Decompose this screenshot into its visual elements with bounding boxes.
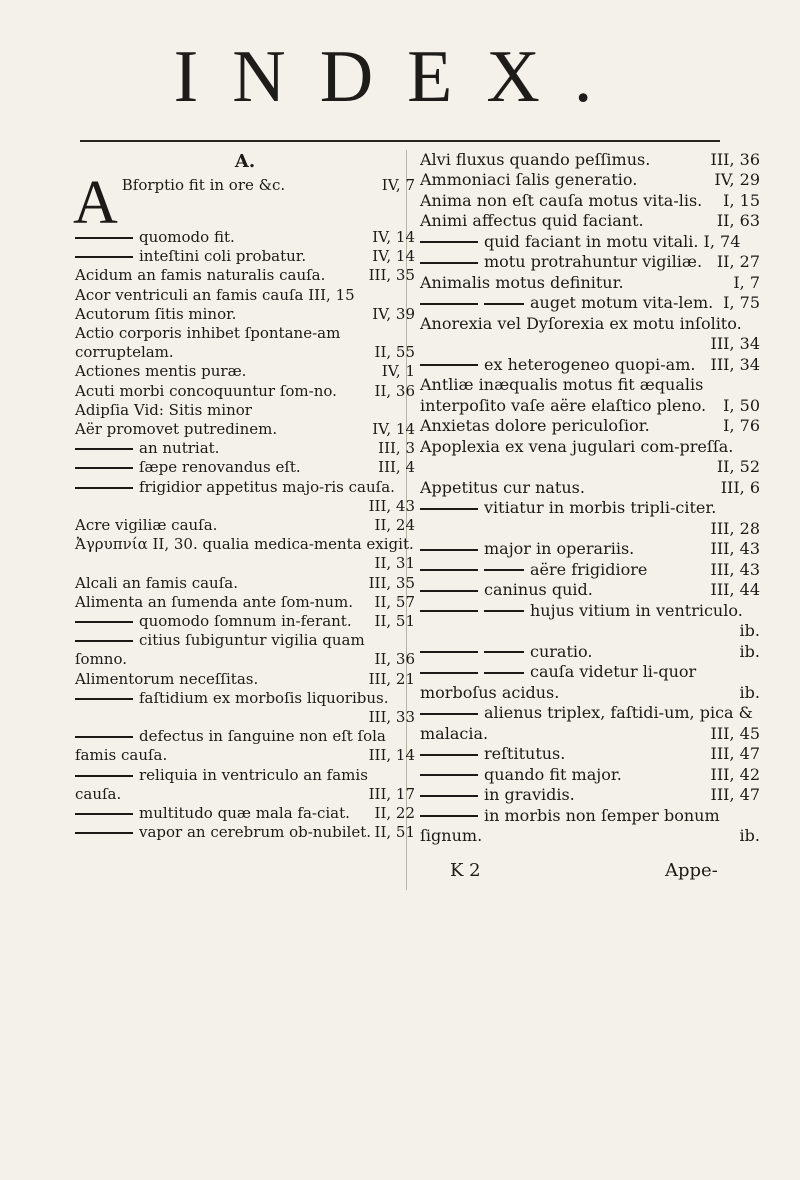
entry-text: Apoplexia ex vena jugulari com-preſſa. [420, 436, 734, 456]
entry-reference: ib. [739, 621, 760, 641]
entry-reference: III, 35 [368, 573, 415, 592]
index-entry [75, 324, 415, 362]
entry-reference: III, 45 [710, 723, 760, 743]
repeat-dash [75, 640, 133, 642]
entry-text: Anima non eſt cauſa motus vita-lis. [420, 190, 703, 210]
entry-text: ex heterogeneo quopi-am. [484, 354, 696, 374]
index-entry [75, 228, 415, 247]
entry-reference: IV, 39 [372, 304, 415, 323]
index-entry [420, 293, 760, 313]
index-entry [75, 574, 415, 593]
entry-reference: III, 4 [378, 458, 415, 477]
index-entry [420, 191, 760, 211]
index-entry [420, 211, 760, 231]
index-entry [420, 273, 760, 293]
repeat-dash [420, 774, 478, 776]
entry-text: motu protrahuntur vigiliæ. [484, 252, 703, 272]
index-entry [75, 766, 415, 804]
index-entry [75, 516, 415, 535]
index-entry [75, 382, 415, 401]
entry-text: curatio. [530, 641, 593, 661]
entry-text: Anxietas dolore periculoſior. [420, 416, 650, 436]
repeat-dash [420, 651, 478, 653]
entry-text: Ἀγρυπνία II, 30. qualia medica-menta exigit. [75, 535, 414, 554]
index-entry [75, 420, 415, 439]
entry-reference: IV, 14 [372, 420, 415, 439]
entry-text: major in operariis. [484, 539, 635, 559]
repeat-dash [75, 698, 133, 700]
entry-reference: III, 43 [710, 539, 760, 559]
index-entry [420, 560, 760, 580]
entry-text: reliquia in ventriculo an famis cauſa. [75, 765, 368, 803]
entry-text: caninus quid. [484, 580, 593, 600]
entry-text: Alimenta an ſumenda ante ſom-num. [75, 592, 354, 611]
repeat-dash [420, 262, 478, 264]
index-entry [420, 252, 760, 272]
entry-reference: III, 43 [710, 559, 760, 579]
repeat-dash [75, 832, 133, 834]
entry-reference: II, 57 [374, 592, 415, 611]
entry-reference: IV, 29 [714, 170, 760, 190]
entry-reference: IV, 14 [372, 247, 415, 266]
entry-text: reſtitutus. [484, 744, 566, 764]
signature-mark: K 2 [450, 860, 481, 881]
entry-text: Acre vigiliæ cauſa. [75, 516, 218, 535]
entry-text: ſæpe renovandus eſt. [139, 458, 301, 477]
title-rule [80, 140, 720, 142]
entry-text: Alcali an famis cauſa. [75, 573, 238, 592]
repeat-dash [75, 775, 133, 777]
index-entry [420, 642, 760, 662]
entry-text: Alvi fluxus quando peſſimus. [420, 150, 651, 169]
repeat-dash [75, 448, 133, 450]
index-entry [75, 458, 415, 477]
entry-reference: IV, 14 [372, 228, 415, 246]
entry-text: quid faciant in motu vitali. I, 74 [484, 231, 741, 251]
entry-reference: II, 36 [374, 650, 415, 669]
entry-reference: III, 36 [710, 150, 760, 169]
entry-reference: III, 21 [368, 669, 415, 688]
entry-text: cauſa videtur li-quor morboſus acidus. [420, 662, 697, 702]
index-entry [420, 703, 760, 744]
entry-text: frigidior appetitus majo-ris cauſa. [139, 477, 395, 496]
index-entry [420, 601, 760, 642]
entry-reference: III, 42 [710, 764, 760, 784]
entry-text: Acutorum ſitis minor. [75, 304, 237, 323]
repeat-dash [75, 813, 133, 815]
index-entry [75, 266, 415, 285]
entry-text: Acuti morbi concoquuntur ſom-no. [75, 381, 337, 400]
entry-reference: II, 51 [374, 823, 415, 842]
repeat-dash [484, 672, 524, 674]
index-entry [420, 478, 760, 498]
repeat-dash [484, 610, 524, 612]
index-entry [420, 744, 760, 764]
entry-reference: III, 43 [368, 496, 415, 515]
repeat-dash [420, 303, 478, 305]
entry-text: Actiones mentis puræ. [75, 362, 247, 381]
index-entry [75, 631, 415, 669]
repeat-dash [420, 364, 478, 366]
entry-reference: II, 24 [374, 516, 415, 535]
entry-reference: II, 63 [716, 211, 760, 231]
repeat-dash [75, 467, 133, 469]
entry-reference: I, 75 [723, 293, 760, 313]
index-entry [75, 439, 415, 458]
entry-text: Anorexia vel Dyſorexia ex motu inſolito. [420, 313, 742, 333]
entry-text: Adipſia Vid: Sitis minor [75, 400, 252, 419]
catchword: Appe- [665, 860, 718, 881]
index-entry [75, 670, 415, 689]
repeat-dash [484, 651, 524, 653]
repeat-dash [420, 241, 478, 243]
entry-reference: II, 51 [374, 612, 415, 631]
index-entry [75, 535, 415, 573]
entry-reference: II, 31 [374, 554, 415, 573]
entry-reference: II, 52 [716, 457, 760, 477]
entry-text: Acidum an famis naturalis cauſa. [75, 266, 326, 285]
entry-text: alienus triplex, faſtidi-um, pica & malacia. [420, 703, 753, 743]
index-entry [420, 375, 760, 416]
entry-reference: II, 27 [716, 252, 760, 272]
entry-reference: III, 47 [710, 744, 760, 764]
index-entry [420, 170, 760, 190]
entry-reference: I, 76 [723, 416, 760, 436]
index-entry [75, 689, 415, 727]
index-entry [420, 355, 760, 375]
right-column [420, 150, 760, 846]
entry-reference: II, 22 [374, 804, 415, 823]
entry-text: citius ſubiguntur vigilia quam ſomno. [75, 631, 365, 669]
repeat-dash [420, 672, 478, 674]
index-entry [75, 804, 415, 823]
entry-text: auget motum vita-lem. [530, 293, 714, 313]
index-entry [75, 305, 415, 324]
page-title: INDEX. [173, 36, 627, 118]
entry-text: Alimentorum neceſſitas. [75, 669, 259, 688]
entry-text: Antliæ inæqualis motus fit æqualis interpoſito vaſe aëre elaſtico pleno. [420, 375, 707, 415]
entry-text: defectus in ſanguine non eſt ſola famis cauſa. [75, 727, 386, 765]
entry-text: faſtidium ex morboſis liquoribus. [139, 688, 389, 707]
index-entry [420, 765, 760, 785]
section-letter: A. [234, 151, 256, 172]
repeat-dash [484, 569, 524, 571]
index-entry [420, 785, 760, 805]
entry-text: aëre frigidiore [530, 559, 648, 579]
entry-reference: ib. [739, 682, 760, 702]
repeat-dash [484, 303, 524, 305]
index-entry [420, 662, 760, 703]
entry-text: Acor ventriculi an famis cauſa III, 15 [75, 285, 355, 304]
index-entry [420, 539, 760, 559]
entry-reference: III, 6 [720, 477, 760, 497]
repeat-dash [75, 621, 133, 623]
entry-text: hujus vitium in ventriculo. [530, 600, 743, 620]
entry-text: Animalis motus definitur. [420, 272, 624, 292]
entry-reference: II, 55 [374, 343, 415, 362]
repeat-dash [420, 549, 478, 551]
repeat-dash [420, 795, 478, 797]
entry-text: Animi affectus quid faciant. [420, 211, 644, 231]
index-entry [75, 612, 415, 631]
repeat-dash [420, 569, 478, 571]
repeat-dash [75, 256, 133, 258]
entry-reference: III, 44 [710, 580, 760, 600]
repeat-dash [75, 237, 133, 239]
entry-reference: IV, 7 [381, 176, 415, 194]
index-entry [420, 416, 760, 436]
index-entry [75, 727, 415, 765]
entry-text: vitiatur in morbis tripli-citer. [484, 498, 717, 518]
repeat-dash [420, 754, 478, 756]
entry-text: quomodo ſomnum in-ferant. [139, 612, 352, 631]
repeat-dash [420, 610, 478, 612]
entry-text: Bforptio fit in ore &c. [121, 176, 286, 194]
entry-reference: III, 34 [710, 334, 760, 354]
entry-text: quomodo fit. [139, 228, 235, 246]
entry-reference: III, 34 [710, 354, 760, 374]
entry-reference: I, 50 [723, 395, 760, 415]
entry-text: multitudo quæ mala fa-ciat. [139, 804, 350, 823]
entry-reference: III, 28 [710, 518, 760, 538]
index-entry [420, 580, 760, 600]
index-entry [75, 593, 415, 612]
entry-reference: III, 14 [368, 746, 415, 765]
entry-reference: III, 3 [378, 439, 415, 458]
entry-reference: III, 35 [368, 266, 415, 285]
entry-reference: ib. [739, 825, 760, 845]
repeat-dash [420, 590, 478, 592]
entry-text: inteſtini coli probatur. [139, 247, 307, 266]
repeat-dash [420, 815, 478, 817]
entry-text: vapor an cerebrum ob-nubilet. [139, 823, 372, 842]
entry-text: Aër promovet putredinem. [75, 420, 278, 439]
index-entry [75, 362, 415, 381]
index-entry [420, 498, 760, 539]
entry-reference: I, 15 [723, 190, 760, 210]
index-entry [420, 150, 760, 170]
index-entry [420, 437, 760, 478]
index-entry [75, 478, 415, 516]
entry-text: Ammoniaci ſalis generatio. [420, 170, 638, 190]
index-entry [75, 286, 415, 305]
entry-text: in morbis non ſemper bonum ſignum. [420, 805, 720, 845]
repeat-dash [75, 736, 133, 738]
repeat-dash [75, 487, 133, 489]
left-column [75, 150, 415, 843]
entry-text: in gravidis. [484, 785, 575, 805]
index-entry [75, 247, 415, 266]
repeat-dash [420, 508, 478, 510]
index-entry [420, 314, 760, 355]
drop-cap: A [73, 169, 118, 237]
left-entries [73, 169, 415, 843]
entry-reference: III, 33 [368, 708, 415, 727]
entry-text: an nutriat. [139, 439, 220, 458]
entry-reference: IV, 1 [381, 362, 415, 381]
right-entries [420, 150, 760, 846]
index-entry [75, 823, 415, 842]
entry-reference: ib. [739, 641, 760, 661]
entry-reference: I, 7 [733, 272, 760, 292]
entry-reference: II, 36 [374, 381, 415, 400]
entry-text: quando fit major. [484, 764, 622, 784]
index-entry [420, 232, 760, 252]
entry-reference: III, 17 [368, 784, 415, 803]
entry-text: Appetitus cur natus. [420, 477, 585, 497]
entry-text: Actio corporis inhibet ſpontane-am corruptelam. [75, 324, 341, 362]
entry-reference: III, 47 [710, 785, 760, 805]
repeat-dash [420, 713, 478, 715]
index-entry [75, 401, 415, 420]
index-entry [420, 806, 760, 847]
